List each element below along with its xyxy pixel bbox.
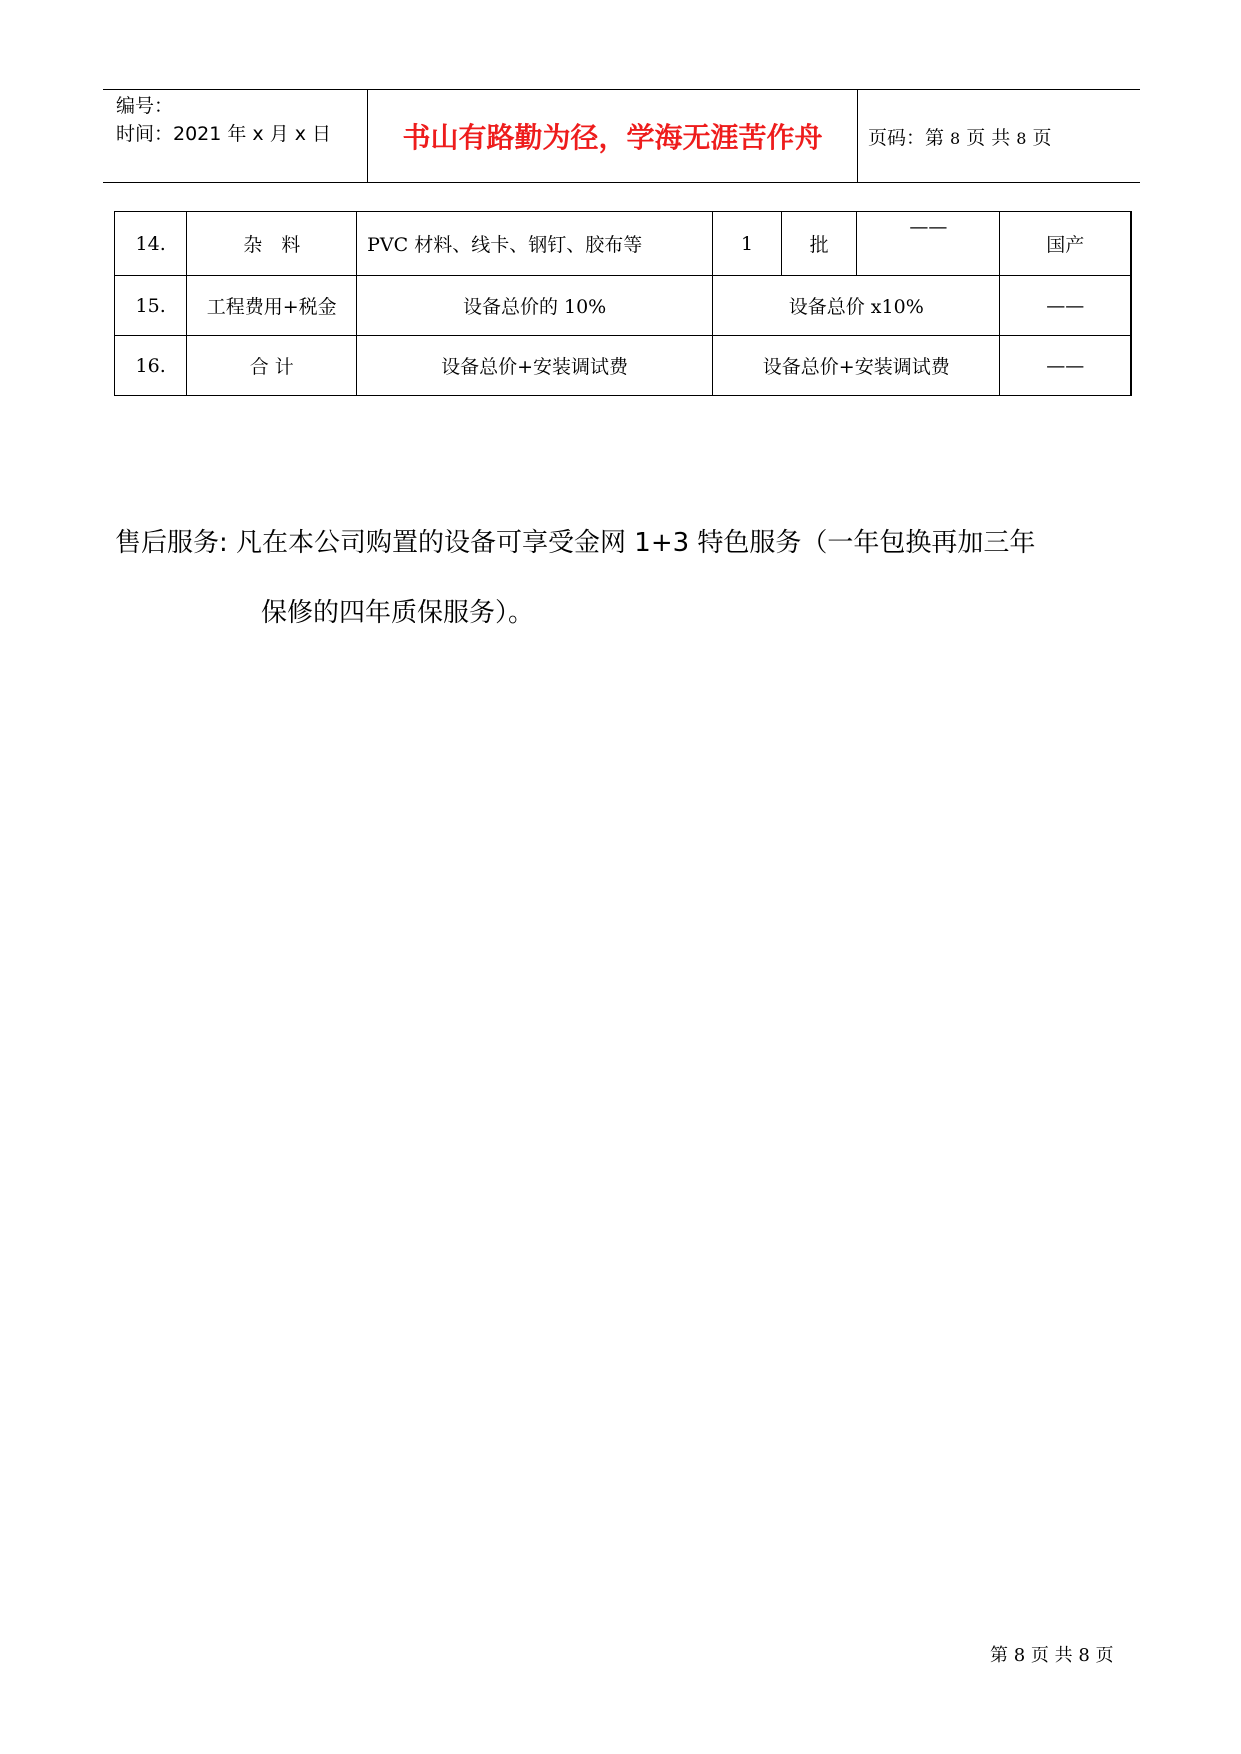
page-suffix: 页 (1032, 127, 1052, 149)
item-spec: PVC 材料、线卡、钢钉、胶布等 (357, 212, 713, 276)
item-total: 设备总价+安装调试费 (713, 336, 1000, 396)
item-origin: —— (1000, 276, 1131, 336)
item-name: 杂 料 (187, 212, 357, 276)
serial-label: 编号： (116, 95, 174, 117)
table-row (115, 212, 1132, 276)
item-total: 设备总价 x10% (713, 276, 1000, 336)
page-middle: 页 共 (966, 127, 1011, 149)
row-number: 15. (115, 276, 187, 336)
page-current: 8 (950, 129, 961, 148)
item-name: 工程费用+税金 (187, 276, 357, 336)
page-total: 8 (1016, 129, 1027, 148)
after-sales-paragraph (115, 508, 1145, 648)
header-bottom-rule (103, 182, 1140, 183)
item-origin: —— (1000, 336, 1131, 396)
after-sales-line-1: 售后服务: 凡在本公司购置的设备可享受金网 1+3 特色服务（一年包换再加三年 (115, 528, 1036, 558)
header-page-number (868, 124, 1051, 153)
item-name: 合 计 (187, 336, 357, 396)
item-quantity: 1 (713, 212, 782, 276)
item-spec: 设备总价+安装调试费 (357, 336, 713, 396)
after-sales-line-2: 保修的四年质保服务）。 (261, 598, 535, 628)
table-row (115, 336, 1132, 396)
equipment-table (114, 211, 1132, 396)
row-number: 16. (115, 336, 187, 396)
item-unit: 批 (782, 212, 857, 276)
item-spec: 设备总价的 10% (357, 276, 713, 336)
item-origin: 国产 (1000, 212, 1131, 276)
row-number: 14. (115, 212, 187, 276)
item-price: —— (857, 212, 1000, 276)
header-top-rule (103, 89, 1140, 90)
date-label: 时间：2021 年 x 月 x 日 (116, 123, 332, 145)
header-meta (116, 92, 331, 148)
footer-page-number: 第 8 页 共 8 页 (990, 1645, 1114, 1666)
header-divider-right (857, 89, 858, 182)
table-row (115, 276, 1132, 336)
header-motto: 书山有路勤为径，学海无涯苦作舟 (402, 121, 823, 154)
page-prefix: 页码：第 (868, 127, 945, 149)
